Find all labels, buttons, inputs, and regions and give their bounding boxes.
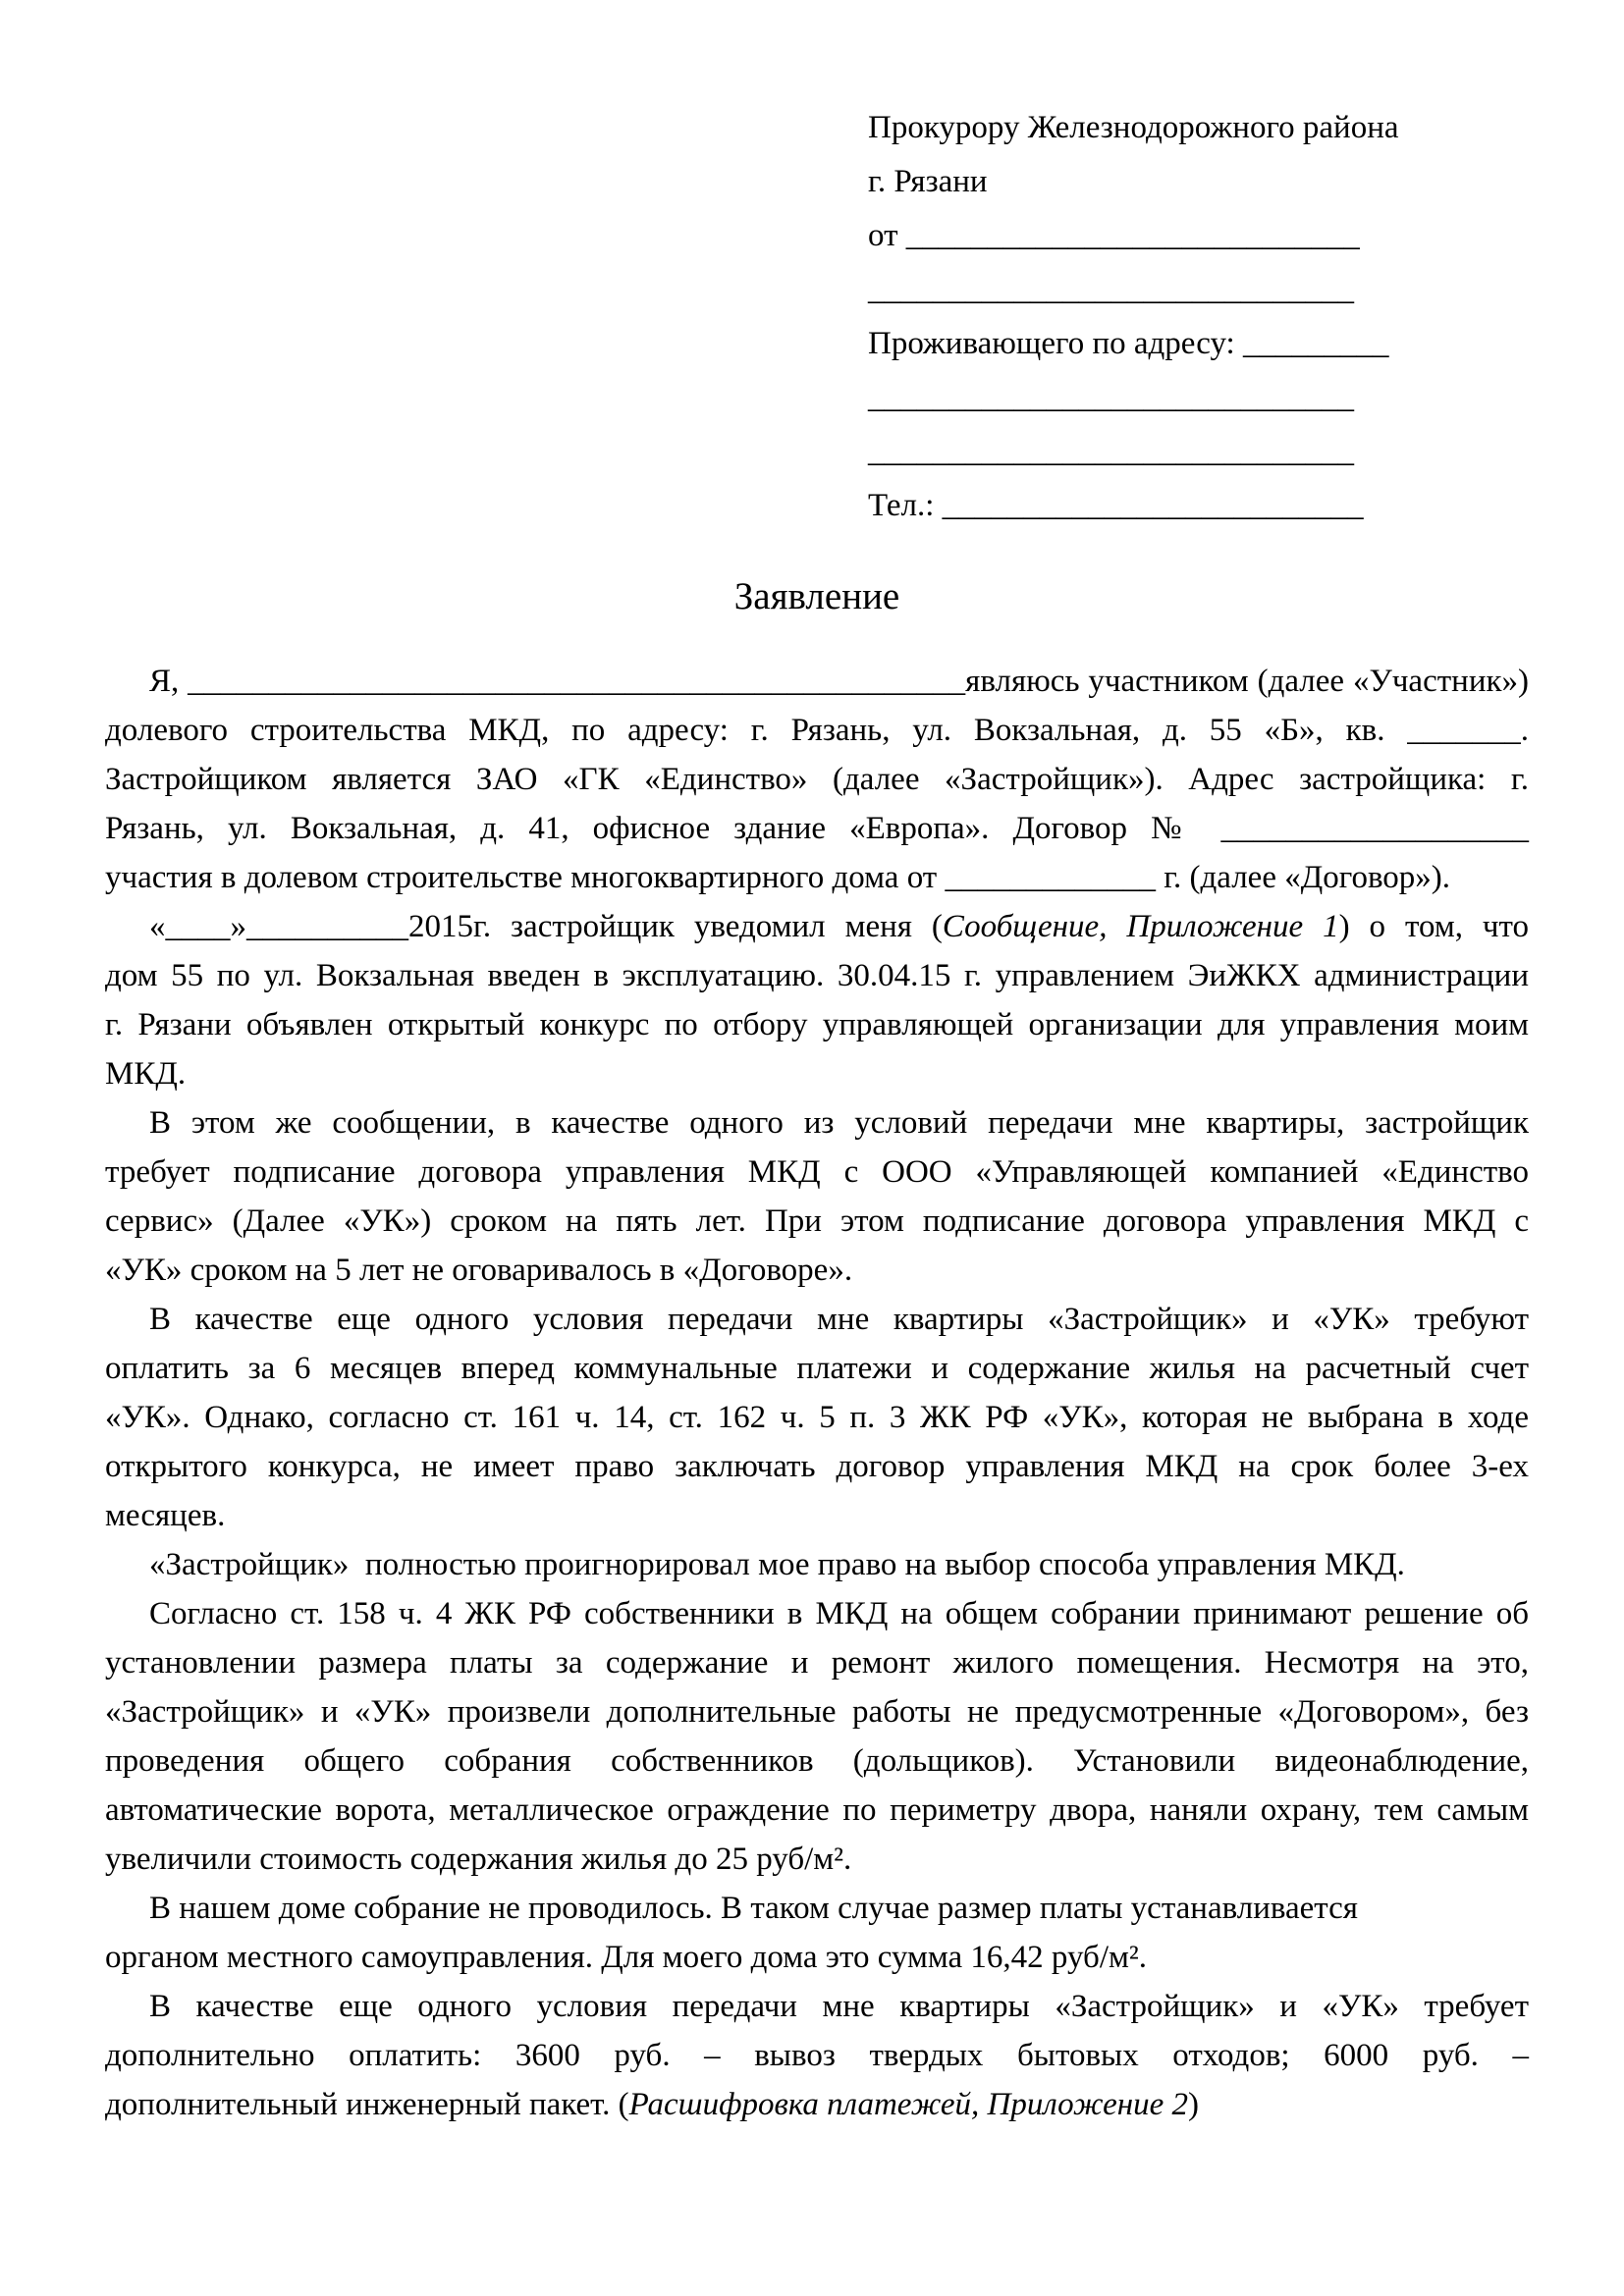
text-line: «Застройщик» полностью проигнорировал мое право на выбор способа управления МКД. xyxy=(149,1547,1405,1582)
text-line: участия в долевом строительстве многоквартирного дома от _____________ г. (далее «Договор»). xyxy=(105,860,1451,895)
text-line: «УК». Однако, согласно ст. 161 ч. 14, ст. 162 ч. 5 п. 3 ЖК РФ «УК», которая не выбрана в ходе xyxy=(105,1400,1529,1435)
text-line: дополнительный инженерный пакет. (Расшифровка платежей, Приложение 2) xyxy=(105,2087,1200,2122)
text-line: открытого конкурса, не имеет право заключать договор управления МКД на срок более 3-ех xyxy=(105,1449,1529,1484)
paragraph xyxy=(105,1540,1529,1589)
paragraph xyxy=(105,657,1529,902)
text-line: В нашем доме собрание не проводилось. В таком случае размер платы устанавливается xyxy=(149,1891,1358,1926)
recipient-block xyxy=(868,101,1399,533)
recipient-line: Проживающего по адресу: _________ xyxy=(868,326,1389,361)
paragraph xyxy=(105,902,1529,1098)
text-line: Согласно ст. 158 ч. 4 ЖК РФ собственники в МКД на общем собрании принимают решение об xyxy=(149,1596,1529,1631)
text-line: МКД. xyxy=(105,1056,187,1092)
document-body xyxy=(105,657,1529,2129)
recipient-line: Тел.: __________________________ xyxy=(868,488,1364,523)
text-line: «УК» сроком на 5 лет не оговаривалось в «Договоре». xyxy=(105,1253,853,1288)
paragraph xyxy=(105,1098,1529,1295)
document-title: Заявление xyxy=(733,575,900,617)
text-line: дом 55 по ул. Вокзальная введен в эксплуатацию. 30.04.15 г. управлением ЭиЖКХ администрации xyxy=(105,958,1529,993)
text-line: долевого строительства МКД, по адресу: г. Рязань, ул. Вокзальная, д. 55 «Б», кв. _______. xyxy=(105,713,1529,748)
text-line: органом местного самоуправления. Для моего дома это сумма 16,42 руб/м². xyxy=(105,1940,1148,1975)
paragraph xyxy=(105,1884,1529,1982)
text-line: автоматические ворота, металлическое ограждение по периметру двора, наняли охрану, тем самым xyxy=(105,1792,1529,1828)
text-line: дополнительно оплатить: 3600 руб. – вывоз твердых бытовых отходов; 6000 руб. – xyxy=(105,2038,1529,2073)
text-line: В этом же сообщении, в качестве одного из условий передачи мне квартиры, застройщик xyxy=(149,1105,1529,1141)
text-line: «____»__________2015г. застройщик уведомил меня (Сообщение, Приложение 1) о том, что xyxy=(149,909,1529,944)
paragraph xyxy=(105,1589,1529,1884)
paragraph xyxy=(105,1295,1529,1540)
text-line: сервис» (Далее «УК») сроком на пять лет. При этом подписание договора управления МКД с xyxy=(105,1203,1529,1239)
text-line: г. Рязани объявлен открытый конкурс по отбору управляющей организации для управления моим xyxy=(105,1007,1529,1042)
text-line: проведения общего собрания собственников (дольщиков). Установили видеонаблюдение, xyxy=(105,1743,1529,1779)
recipient-line: Прокурору Железнодорожного района xyxy=(868,110,1399,145)
text-line: месяцев. xyxy=(105,1498,226,1533)
text-line: В качестве еще одного условия передачи мне квартиры «Застройщик» и «УК» требуют xyxy=(149,1302,1529,1337)
text-line: оплатить за 6 месяцев вперед коммунальные платежи и содержание жилья на расчетный счет xyxy=(105,1351,1529,1386)
paragraph xyxy=(105,1982,1529,2129)
text-line: «Застройщик» и «УК» произвели дополнительные работы не предусмотренные «Договором», без xyxy=(105,1694,1529,1730)
text-line: установлении размера платы за содержание и ремонт жилого помещения. Несмотря на это, xyxy=(105,1645,1529,1681)
recipient-line: ______________________________ xyxy=(868,380,1354,415)
recipient-line: г. Рязани xyxy=(868,164,988,199)
text-line: увеличили стоимость содержания жилья до 25 руб/м². xyxy=(105,1842,852,1877)
recipient-line: от ____________________________ xyxy=(868,218,1360,253)
text-line: Я, ________________________________________________являюсь участником (далее «Участник») xyxy=(149,664,1529,699)
text-line: требует подписание договора управления МКД с ООО «Управляющей компанией «Единство xyxy=(105,1154,1529,1190)
text-line: Застройщиком является ЗАО «ГК «Единство» (далее «Застройщик»). Адрес застройщика: г. xyxy=(105,762,1529,797)
text-line: Рязань, ул. Вокзальная, д. 41, офисное здание «Европа». Договор № ___________________ xyxy=(105,811,1529,846)
text-line: В качестве еще одного условия передачи мне квартиры «Застройщик» и «УК» требует xyxy=(149,1989,1529,2024)
recipient-line: ______________________________ xyxy=(868,434,1354,469)
recipient-line: ______________________________ xyxy=(868,272,1354,307)
